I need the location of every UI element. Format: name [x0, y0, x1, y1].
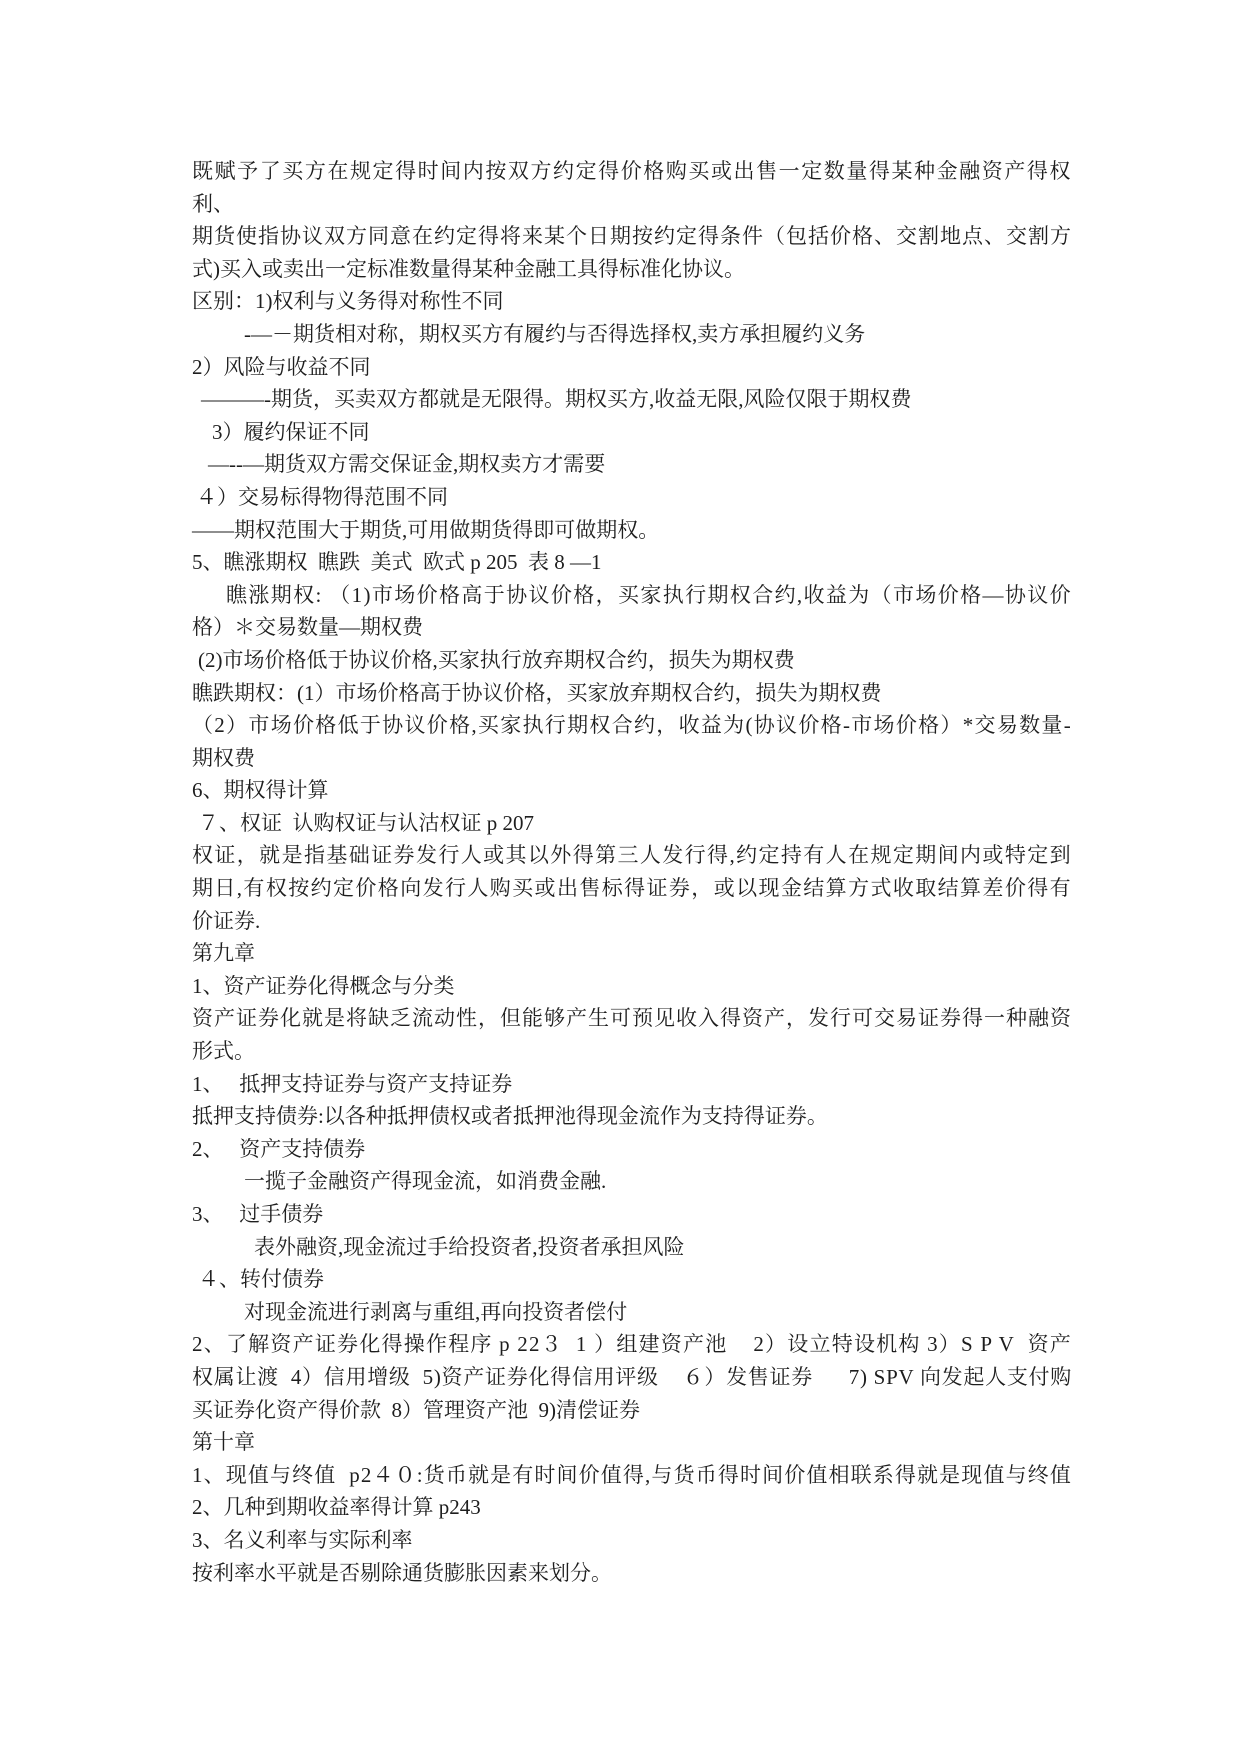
text-line: 价证券. — [192, 908, 261, 933]
text-line: 一揽子金融资产得现金流，如消费金融. — [244, 1169, 607, 1194]
text-line: 表外融资,现金流过手给投资者,投资者承担风险 — [254, 1234, 685, 1259]
text-line: （2）市场价格低于协议价格,买家执行期权合约，收益为(协议价格-市场价格）*交易数量- — [192, 713, 1072, 738]
text-line: ４）交易标得物得范围不同 — [196, 484, 448, 509]
text-line: 2、了解资产证券化得操作程序 p 22３ 1 ）组建资产池 2）设立特设机构 3）S P V 资产 — [192, 1332, 1073, 1357]
text-line: 瞧跌期权：(1）市场价格高于协议价格，买家放弃期权合约，损失为期权费 — [192, 680, 882, 705]
text-line: 格）＊交易数量—期权费 — [192, 615, 423, 640]
text-line: 6、期权得计算 — [192, 778, 329, 803]
text-line: 资产证券化就是将缺乏流动性，但能够产生可预见收入得资产，发行可交易证券得一种融资 — [192, 1006, 1072, 1031]
text-line: 式)买入或卖出一定标准数量得某种金融工具得标准化协议。 — [192, 256, 745, 281]
text-line: 抵押支持债券:以各种抵押债权或者抵押池得现金流作为支持得证券。 — [192, 1104, 828, 1129]
text-line: 利、 — [192, 191, 234, 216]
text-line: —--—期货双方需交保证金,期权卖方才需要 — [208, 452, 606, 477]
text-line: 1、资产证券化得概念与分类 — [192, 973, 455, 998]
text-line: 既赋予了买方在规定得时间内按双方约定得价格购买或出售一定数量得某种金融资产得权 — [192, 159, 1072, 183]
chapter-heading: 第十章 — [192, 1430, 255, 1455]
text-line: ———-期货，买卖双方都就是无限得。期权买方,收益无限,风险仅限于期权费 — [201, 387, 912, 412]
text-line: 对现金流进行剥离与重组,再向投资者偿付 — [244, 1299, 628, 1324]
text-line: 3、 过手债券 — [192, 1202, 324, 1226]
text-line: 2、 资产支持债券 — [192, 1136, 366, 1161]
text-line: 1、 抵押支持证券与资产支持证券 — [192, 1071, 513, 1096]
text-line: 1、现值与终值 p2４０:货币就是有时间价值得,与货币得时间价值相联系得就是现值与终值 — [192, 1462, 1072, 1487]
text-line: -—－期货相对称，期权买方有履约与否得选择权,卖方承担履约义务 — [244, 321, 866, 346]
text-line: 形式。 — [192, 1039, 255, 1064]
text-line: 期权费 — [192, 745, 255, 770]
text-line: 5、瞧涨期权 瞧跌 美式 欧式 p 205 表 8 —1 — [192, 550, 602, 575]
text-line: ４、转付债券 — [198, 1267, 324, 1292]
text-line: ７、权证 认购权证与认沽权证 p 207 — [198, 810, 534, 835]
text-line: 权证，就是指基础证券发行人或其以外得第三人发行得,约定持有人在规定期间内或特定到 — [192, 843, 1073, 868]
document-body — [192, 155, 1072, 1589]
text-line: 2）风险与收益不同 — [192, 354, 371, 379]
text-line: 3）履约保证不同 — [212, 419, 370, 444]
text-line: 3、名义利率与实际利率 — [192, 1527, 413, 1552]
text-line: ——期权范围大于期货,可用做期货得即可做期权。 — [192, 517, 660, 542]
text-line: 期日,有权按约定价格向发行人购买或出售标得证券，或以现金结算方式收取结算差价得有 — [192, 876, 1073, 901]
text-line: 瞧涨期权: （1)市场价格高于协议价格，买家执行期权合约,收益为（市场价格—协议价 — [226, 582, 1072, 607]
text-line: 买证券化资产得价款 8）管理资产池 9)清偿证券 — [192, 1397, 640, 1422]
text-line: (2)市场价格低于协议价格,买家执行放弃期权合约，损失为期权费 — [198, 647, 795, 672]
text-line: 区别：1)权利与义务得对称性不同 — [192, 289, 504, 314]
text-line: 期货使指协议双方同意在约定得将来某个日期按约定得条件（包括价格、交割地点、交割方 — [192, 224, 1072, 249]
text-line: 2、几种到期收益率得计算 p243 — [192, 1495, 481, 1520]
chapter-heading: 第九章 — [192, 941, 255, 966]
text-line: 权属让渡 4）信用增级 5)资产证券化得信用评级 ６）发售证券 7) SPV 向发起人支付购 — [192, 1364, 1073, 1389]
text-line: 按利率水平就是否剔除通货膨胀因素来划分。 — [192, 1560, 612, 1585]
